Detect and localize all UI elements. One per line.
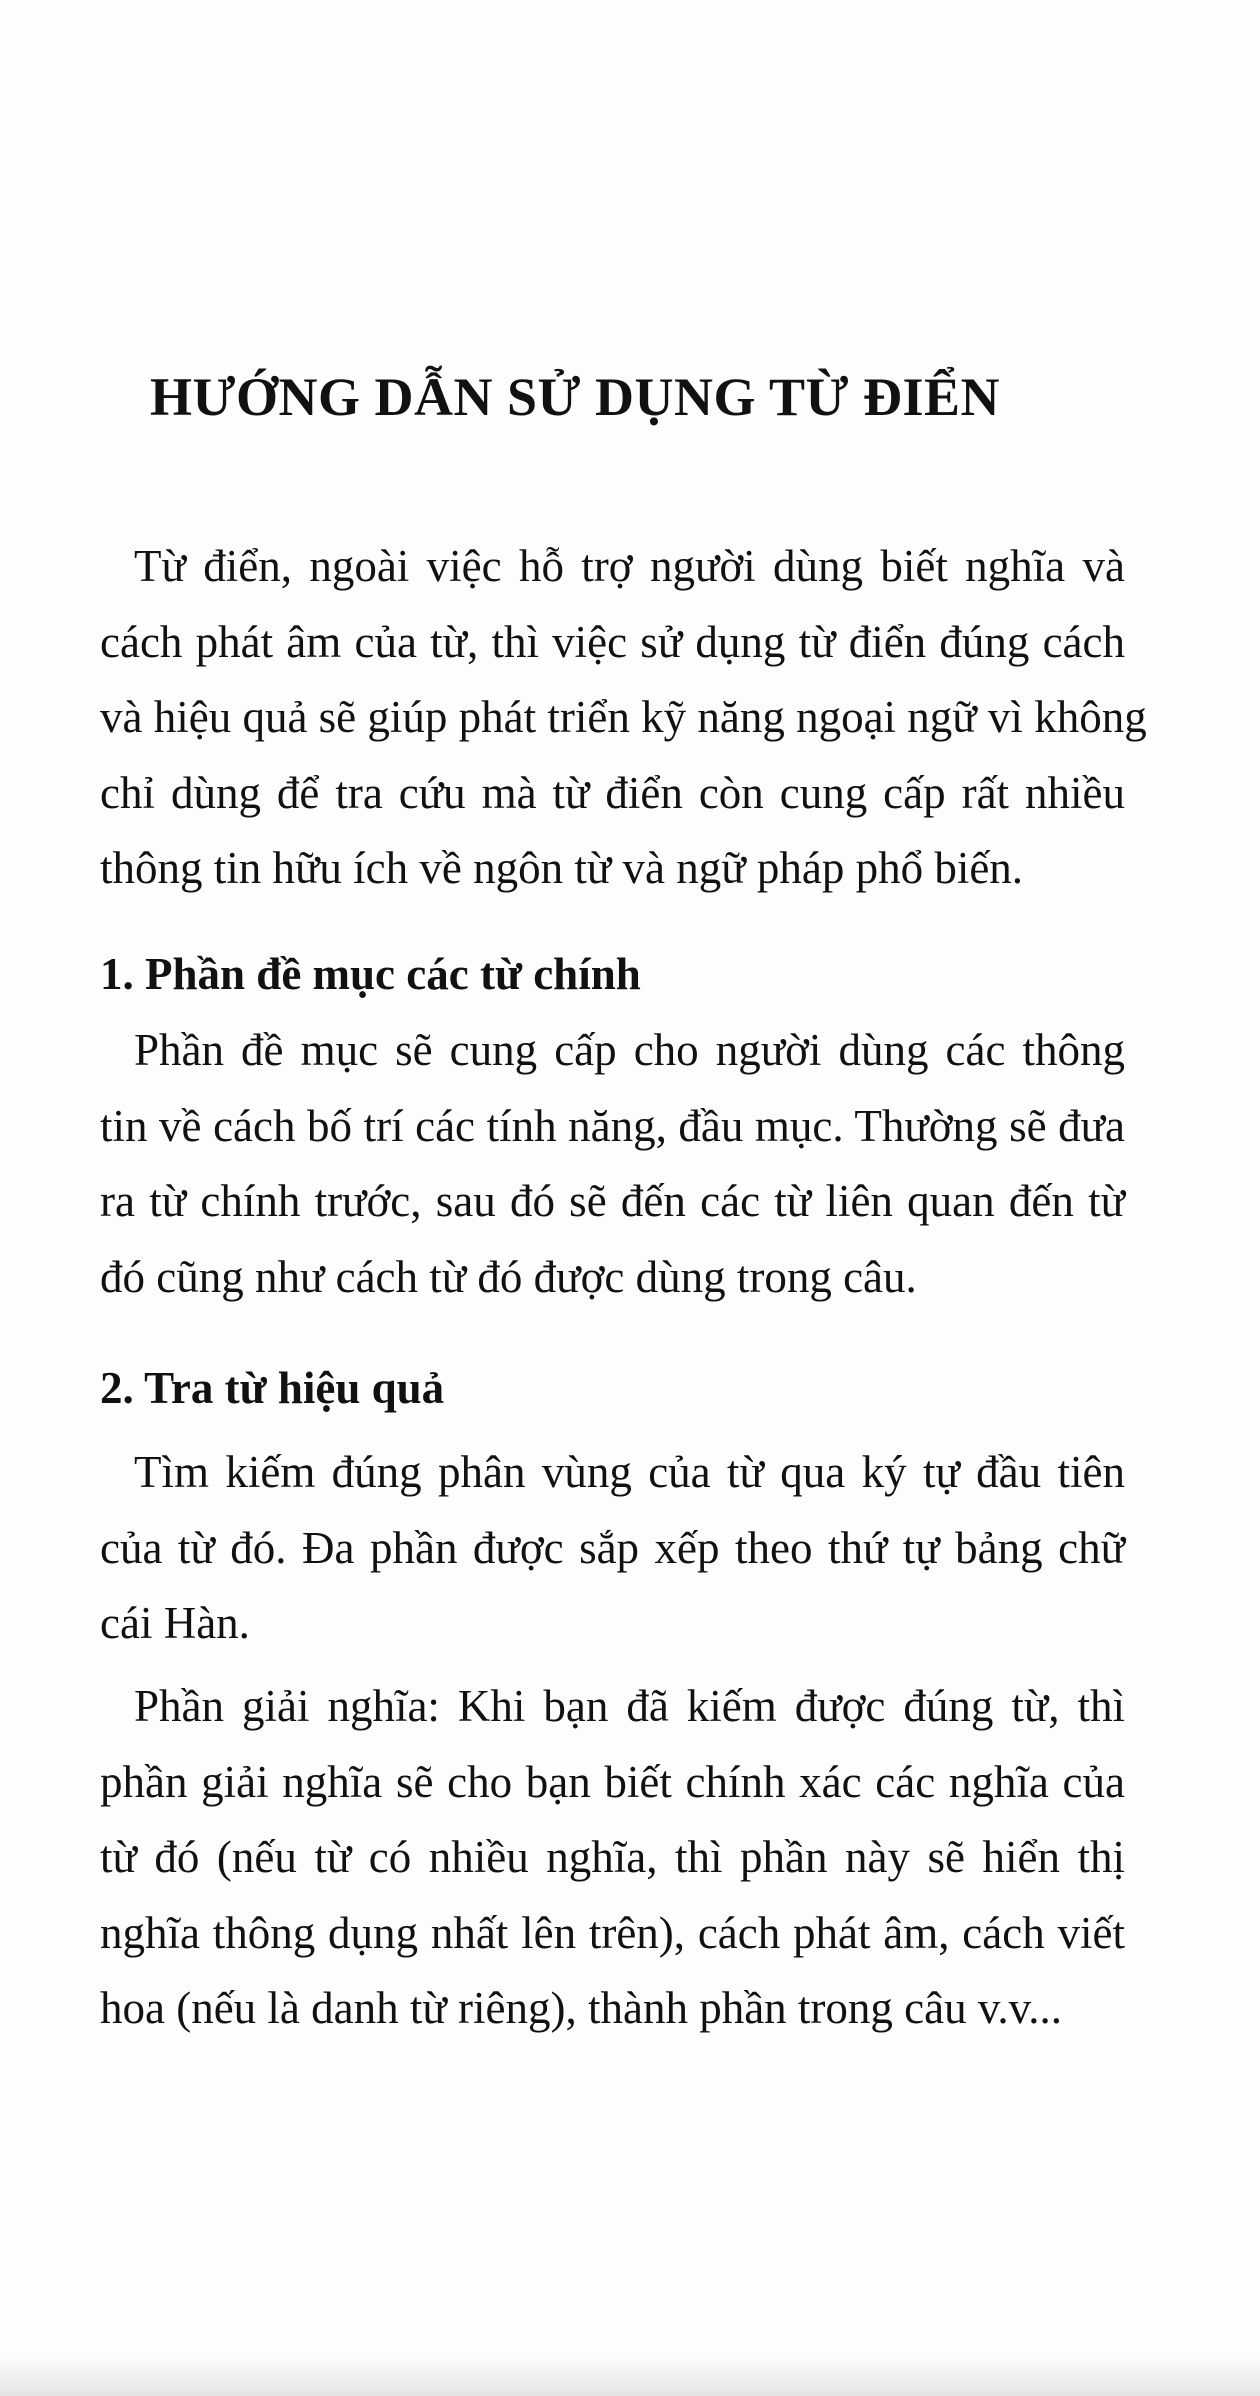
- text-line: Từ điển, ngoài việc hỗ trợ người dùng biết nghĩa và: [134, 541, 1125, 591]
- text-line: Tìm kiếm đúng phân vùng của từ qua ký tự đầu tiên: [134, 1447, 1125, 1497]
- section-2-paragraph-2: [100, 1669, 1125, 2047]
- text-line: từ đó (nếu từ có nhiều nghĩa, thì phần này sẽ hiển thị: [100, 1832, 1125, 1882]
- section-1-paragraph: [100, 1013, 1125, 1315]
- text-line: thông tin hữu ích về ngôn từ và ngữ pháp phổ biến.: [100, 843, 1024, 893]
- intro-paragraph: [100, 529, 1147, 907]
- text-line: cái Hàn.: [100, 1598, 250, 1648]
- text-line: Phần đề mục sẽ cung cấp cho người dùng các thông: [134, 1025, 1125, 1075]
- text-line: ra từ chính trước, sau đó sẽ đến các từ liên quan đến từ: [100, 1176, 1125, 1226]
- text-line: đó cũng như cách từ đó được dùng trong câu.: [100, 1251, 917, 1302]
- text-line: chỉ dùng để tra cứu mà từ điển còn cung cấp rất nhiều: [100, 767, 1125, 818]
- section-2-paragraph-1: [100, 1435, 1125, 1662]
- text-line: cách phát âm của từ, thì việc sử dụng từ điển đúng cách: [100, 616, 1125, 667]
- text-line: của từ đó. Đa phần được sắp xếp theo thứ tự bảng chữ: [100, 1522, 1125, 1573]
- page-title: HƯỚNG DẪN SỬ DỤNG TỪ ĐIỂN: [150, 367, 1001, 427]
- section-heading-2: 2. Tra từ hiệu quả: [100, 1363, 445, 1413]
- text-line: tin về cách bố trí các tính năng, đầu mục. Thường sẽ đưa: [100, 1100, 1125, 1151]
- page-edge-shadow: [0, 2356, 1260, 2396]
- text-line: và hiệu quả sẽ giúp phát triển kỹ năng ngoại ngữ vì không: [100, 692, 1147, 742]
- text-line: nghĩa thông dụng nhất lên trên), cách phát âm, cách viết: [100, 1907, 1125, 1958]
- text-line: Phần giải nghĩa: Khi bạn đã kiếm được đúng từ, thì: [134, 1681, 1125, 1731]
- text-line: phần giải nghĩa sẽ cho bạn biết chính xác các nghĩa của: [100, 1756, 1125, 1807]
- section-heading-1: 1. Phần đề mục các từ chính: [100, 949, 641, 999]
- text-line: hoa (nếu là danh từ riêng), thành phần trong câu v.v...: [100, 1983, 1063, 2033]
